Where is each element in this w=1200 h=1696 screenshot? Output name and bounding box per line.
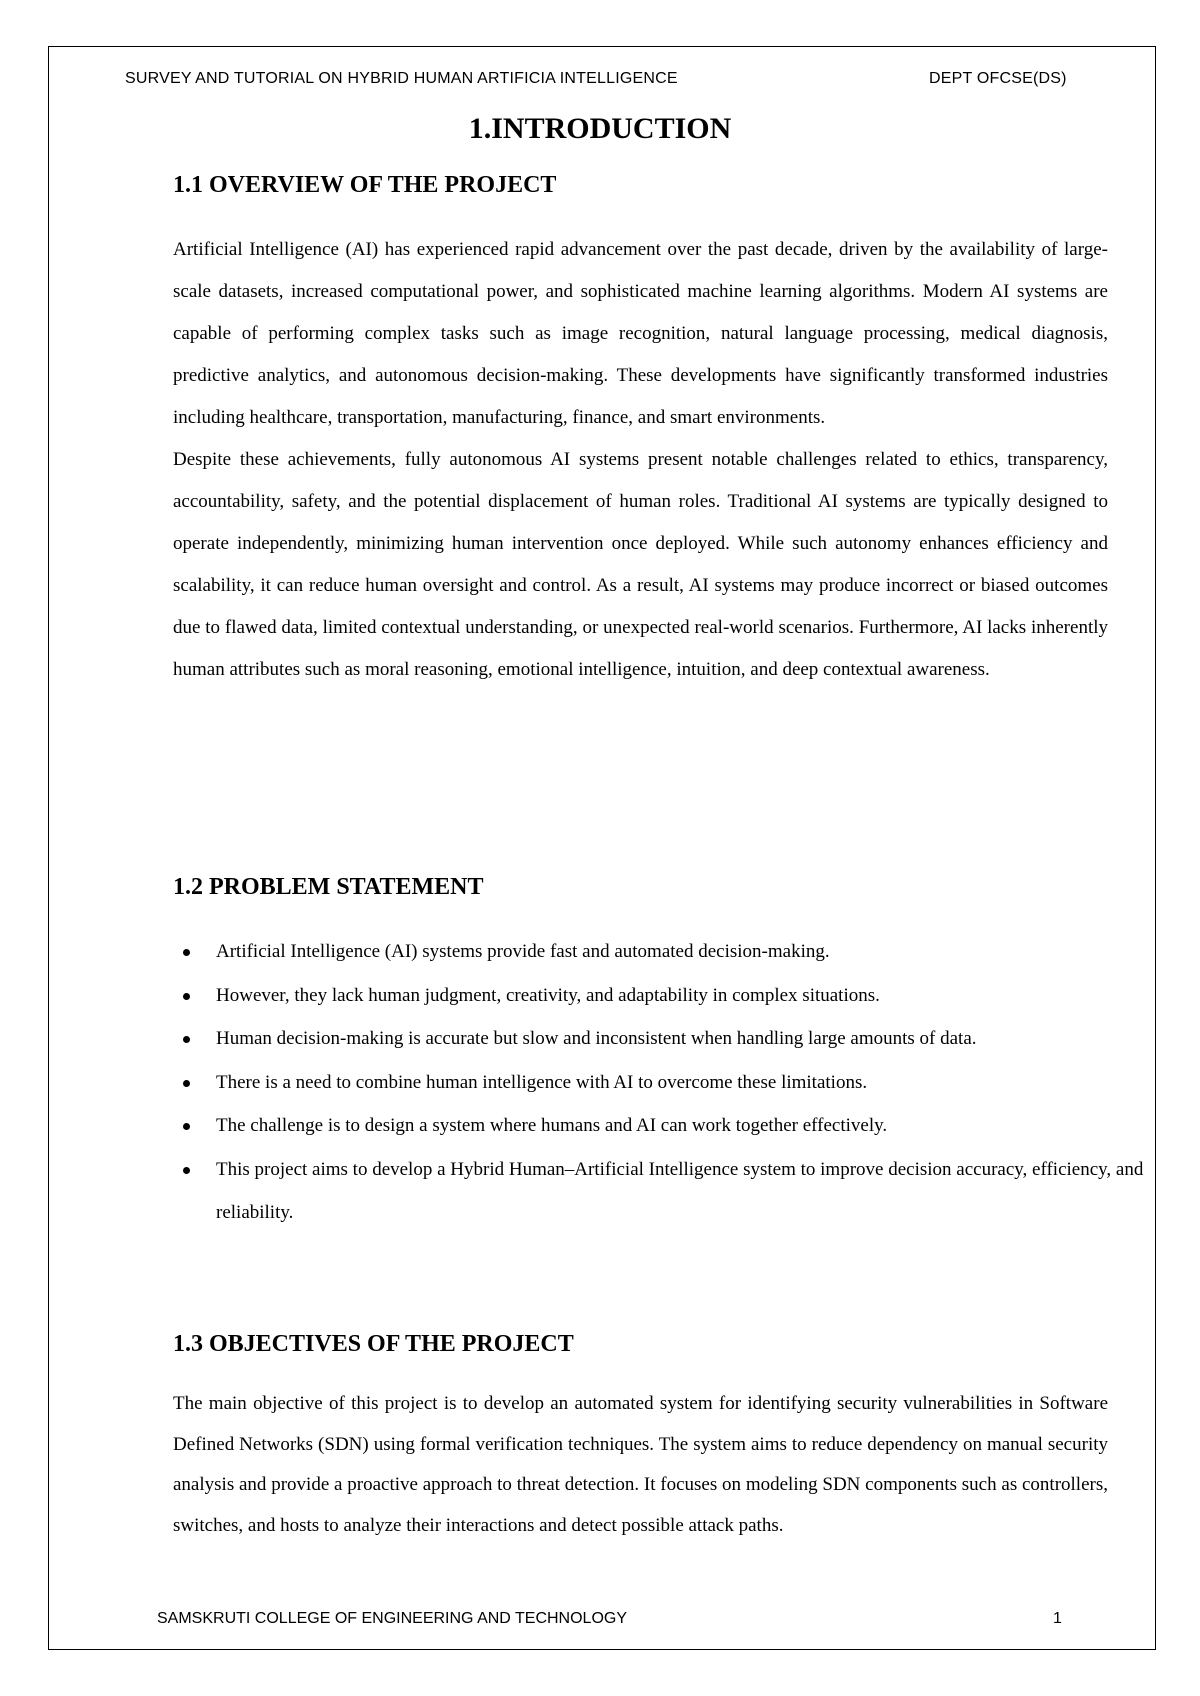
- list-item-text: Artificial Intelligence (AI) systems provide fast and automated decision-making.: [216, 941, 830, 962]
- chapter-title: 1.INTRODUCTION: [468, 112, 732, 145]
- overview-paragraph-1: Artificial Intelligence (AI) has experienced rapid advancement over the past decade, driven by the availability of large-scale datasets, increased computational power, and sophisticated machine learning algorithms. Modern AI systems are capable of performing complex tasks such as image recognition, natural language processing, medical diagnosis, predictive analytics, and autonomous decision-making. These developments have significantly transformed industries including healthcare, transportation, manufacturing, finance, and smart environments.: [173, 239, 1108, 428]
- list-item: [173, 1148, 1153, 1235]
- bullet-icon: [183, 1123, 190, 1130]
- list-item: [173, 930, 1153, 974]
- section-heading-objectives: 1.3 OBJECTIVES OF THE PROJECT: [173, 1331, 574, 1357]
- section-heading-overview: 1.1 OVERVIEW OF THE PROJECT: [173, 172, 557, 198]
- list-item: [173, 1017, 1153, 1061]
- footer-college-name: SAMSKRUTI COLLEGE OF ENGINEERING AND TECHNOLOGY: [157, 1610, 628, 1627]
- list-item-text: The challenge is to design a system where humans and AI can work together effectively.: [216, 1115, 888, 1136]
- overview-paragraph-2: Despite these achievements, fully autonomous AI systems present notable challenges related to ethics, transparency, accountability, safety, and the potential displacement of human roles. Traditional AI systems are typically designed to operate independently, minimizing human intervention once deployed. While such autonomy enhances efficiency and scalability, it can reduce human oversight and control. As a result, AI systems may produce incorrect or biased outcomes due to flawed data, limited contextual understanding, or unexpected real-world scenarios. Furthermore, AI lacks inherently human attributes such as moral reasoning, emotional intelligence, intuition, and deep contextual awareness.: [173, 449, 1108, 680]
- objectives-body: [173, 1384, 1108, 1546]
- section-heading-problem: 1.2 PROBLEM STATEMENT: [173, 874, 484, 900]
- list-item-text: Human decision-making is accurate but slow and inconsistent when handling large amounts of data.: [216, 1028, 977, 1049]
- bullet-icon: [183, 1036, 190, 1043]
- bullet-icon: [183, 1080, 190, 1087]
- list-item-text: This project aims to develop a Hybrid Human–Artificial Intelligence system to improve decision accuracy, efficiency, and reliability.: [216, 1158, 1144, 1223]
- header-department: DEPT OFCSE(DS): [929, 70, 1067, 87]
- bullet-icon: [183, 949, 190, 956]
- list-item: [173, 974, 1153, 1018]
- list-item: [173, 1061, 1153, 1105]
- page-number: 1: [1053, 1610, 1062, 1627]
- objectives-paragraph: The main objective of this project is to develop an automated system for identifying security vulnerabilities in Software Defined Networks (SDN) using formal verification techniques. The system aims to reduce dependency on manual security analysis and provide a proactive approach to threat detection. It focuses on modeling SDN components such as controllers, switches, and hosts to analyze their interactions and detect possible attack paths.: [173, 1393, 1108, 1536]
- list-item-text: However, they lack human judgment, creativity, and adaptability in complex situations.: [216, 984, 880, 1006]
- problem-bullet-list: [173, 930, 1153, 1235]
- list-item-text: There is a need to combine human intelligence with AI to overcome these limitations.: [216, 1071, 868, 1093]
- overview-body: [173, 229, 1108, 691]
- list-item: [173, 1104, 1153, 1148]
- problem-body: [173, 930, 1144, 1235]
- header-title: SURVEY AND TUTORIAL ON HYBRID HUMAN ARTIFICIA INTELLIGENCE: [125, 70, 678, 87]
- bullet-icon: [183, 1167, 190, 1174]
- bullet-icon: [183, 993, 190, 1000]
